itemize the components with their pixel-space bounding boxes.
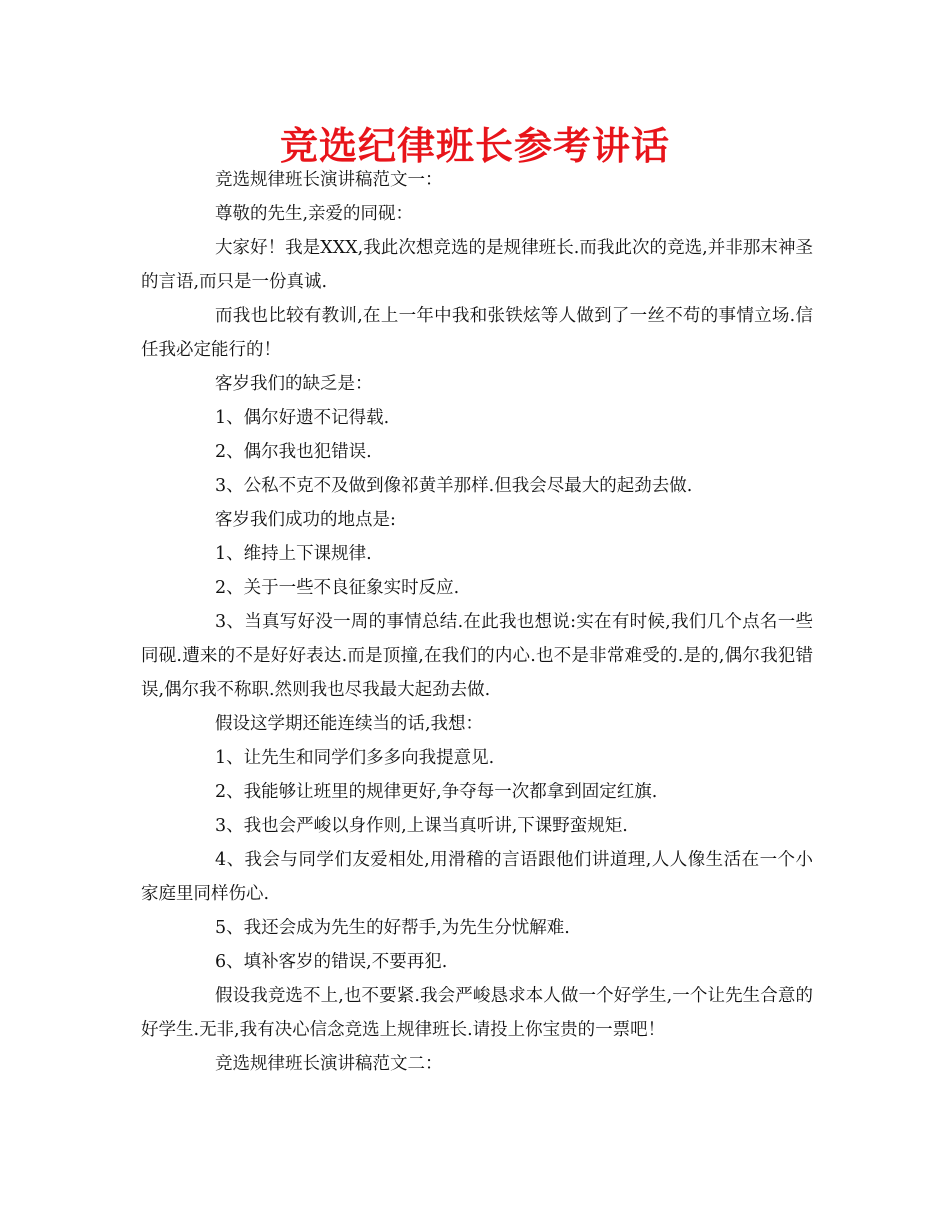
list-item: 1、偶尔好遗不记得载. [215,408,390,428]
paragraph: 竞选规律班长演讲稿范文一： [215,170,443,190]
paragraph: 而我也比较有教训,在上一年中我和张铁炫等人做到了一丝不苟的事情立场.信任我必定能行的！ [141,306,813,360]
paragraph: 尊敬的先生,亲爱的同砚： [215,204,414,224]
paragraph: 假设我竞选不上,也不要紧.我会严峻恳求本人做一个好学生,一个让先生合意的好学生.无非,我有决心信念竞选上规律班长.请投上你宝贵的一票吧！ [141,986,813,1040]
paragraph: 客岁我们的缺乏是： [215,374,373,394]
document-title: 竞选纪律班长参考讲话 [279,124,670,168]
list-item: 4、我会与同学们友爱相处,用滑稽的言语跟他们讲道理,人人像生活在一个小家庭里同样伤心. [141,850,813,904]
paragraph: 大家好！我是XXX,我此次想竞选的是规律班长.而我此次的竞选,并非那末神圣的言语,而只是一份真诚. [141,238,813,292]
list-item: 1、让先生和同学们多多向我提意见. [215,748,495,768]
list-item: 2、偶尔我也犯错误. [215,442,372,462]
list-item: 6、填补客岁的错误,不要再犯. [215,952,448,972]
list-item: 5、我还会成为先生的好帮手,为先生分忧解难. [215,918,570,938]
paragraph: 客岁我们成功的地点是: [215,510,396,530]
list-item: 2、我能够让班里的规律更好,争夺每一次都拿到固定红旗. [215,782,658,802]
list-item: 3、当真写好没一周的事情总结.在此我也想说:实在有时候,我们几个点名一些同砚.遭来的不是好好表达.而是顶撞,在我们的内心.也不是非常难受的.是的,偶尔我犯错误,偶尔我不称职.然则我也尽我最大起劲去做. [141,612,813,700]
document-body [141,163,813,1081]
paragraph: 假设这学期还能连续当的话,我想： [215,714,484,734]
paragraph: 竞选规律班长演讲稿范文二： [215,1054,443,1074]
list-item: 3、我也会严峻以身作则,上课当真听讲,下课野蛮规矩. [215,816,628,836]
list-item: 1、维持上下课规律. [215,544,372,564]
list-item: 2、关于一些不良征象实时反应. [215,578,460,598]
list-item: 3、公私不克不及做到像祁黄羊那样.但我会尽最大的起劲去做. [215,476,693,496]
